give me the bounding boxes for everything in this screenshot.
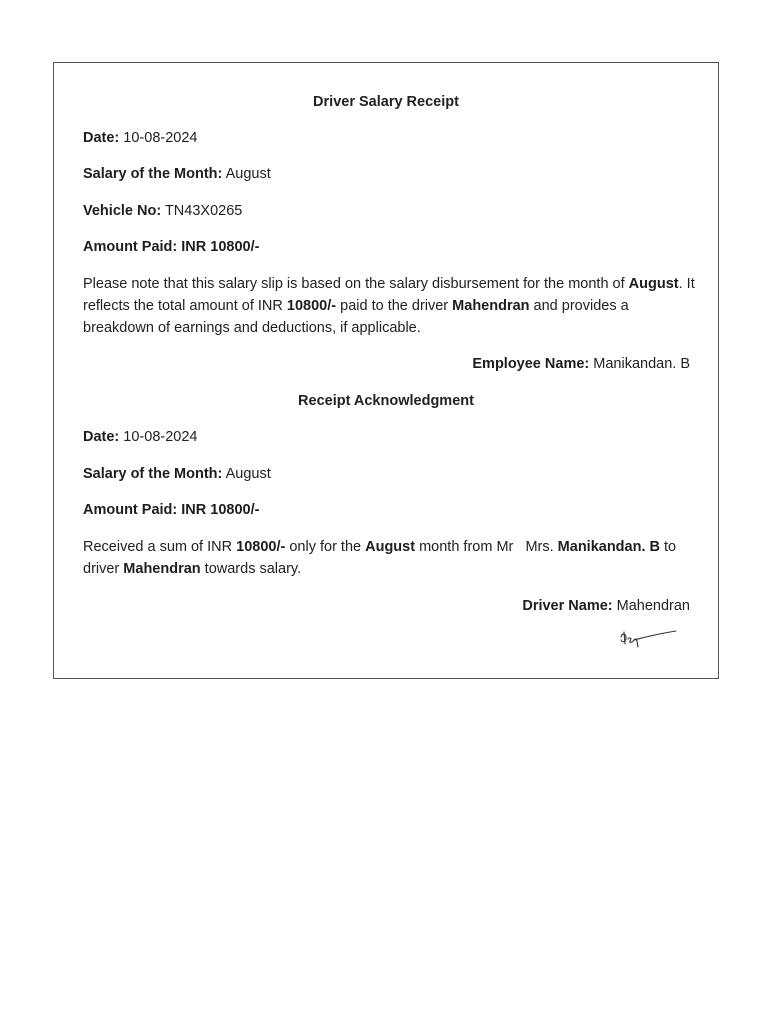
receipt-title: Driver Salary Receipt <box>313 94 459 110</box>
month-value: August <box>225 166 271 182</box>
driver-label: Driver Name: <box>522 598 613 614</box>
ack-para-text-5: towards salary. <box>204 561 302 577</box>
para-text-4: and provides a breakdown of earnings and deductions, if applicable. <box>83 298 629 336</box>
employee-value: Manikandan. B <box>593 356 690 372</box>
para-month: August <box>628 276 679 292</box>
ack-para-month: August <box>365 539 416 555</box>
para-amount: 10800/- <box>286 298 337 314</box>
driver-value: Mahendran <box>616 598 690 614</box>
amount-paid: Amount Paid: INR 10800/- <box>83 239 260 255</box>
receipt-month <box>83 165 271 183</box>
ack-date-label: Date: <box>83 429 120 445</box>
acknowledgment-title: Receipt Acknowledgment <box>298 393 474 409</box>
para-text-3: paid to the driver <box>340 298 449 314</box>
ack-amount <box>83 501 259 519</box>
vehicle-label: Vehicle No: <box>83 203 162 219</box>
ack-date <box>83 428 197 446</box>
date-value: 10-08-2024 <box>123 130 198 146</box>
driver-signature <box>618 629 678 653</box>
receipt-paragraph <box>83 273 695 339</box>
salary-receipt <box>53 62 719 679</box>
receipt-vehicle <box>83 202 242 220</box>
ack-amount-paid: Amount Paid: INR 10800/- <box>83 502 260 518</box>
ack-para-text-4: to driver <box>83 539 677 577</box>
ack-para-employer: Manikandan. B <box>557 539 660 555</box>
ack-para-text-3: month from Mr Mrs. <box>419 539 554 555</box>
ack-para-amount: 10800/- <box>236 539 286 555</box>
ack-month <box>83 465 271 483</box>
vehicle-value: TN43X0265 <box>164 203 243 219</box>
ack-para-text-2: only for the <box>289 539 362 555</box>
ack-para-text-1: Received a sum of INR <box>83 539 233 555</box>
ack-para-driver: Mahendran <box>123 561 201 577</box>
receipt-amount <box>83 238 259 256</box>
para-text-2: . It reflects the total amount of INR <box>83 276 695 314</box>
para-driver: Mahendran <box>452 298 530 314</box>
para-text-1: Please note that this salary slip is based on the salary disbursement for the month of <box>83 276 625 292</box>
ack-month-value: August <box>225 466 271 482</box>
ack-paragraph <box>83 536 695 580</box>
date-label: Date: <box>83 130 120 146</box>
receipt-date <box>83 129 197 147</box>
driver-name <box>522 597 690 615</box>
employee-name <box>472 355 690 373</box>
ack-date-value: 10-08-2024 <box>123 429 198 445</box>
month-label: Salary of the Month: <box>83 166 223 182</box>
employee-label: Employee Name: <box>472 356 590 372</box>
ack-month-label: Salary of the Month: <box>83 466 223 482</box>
